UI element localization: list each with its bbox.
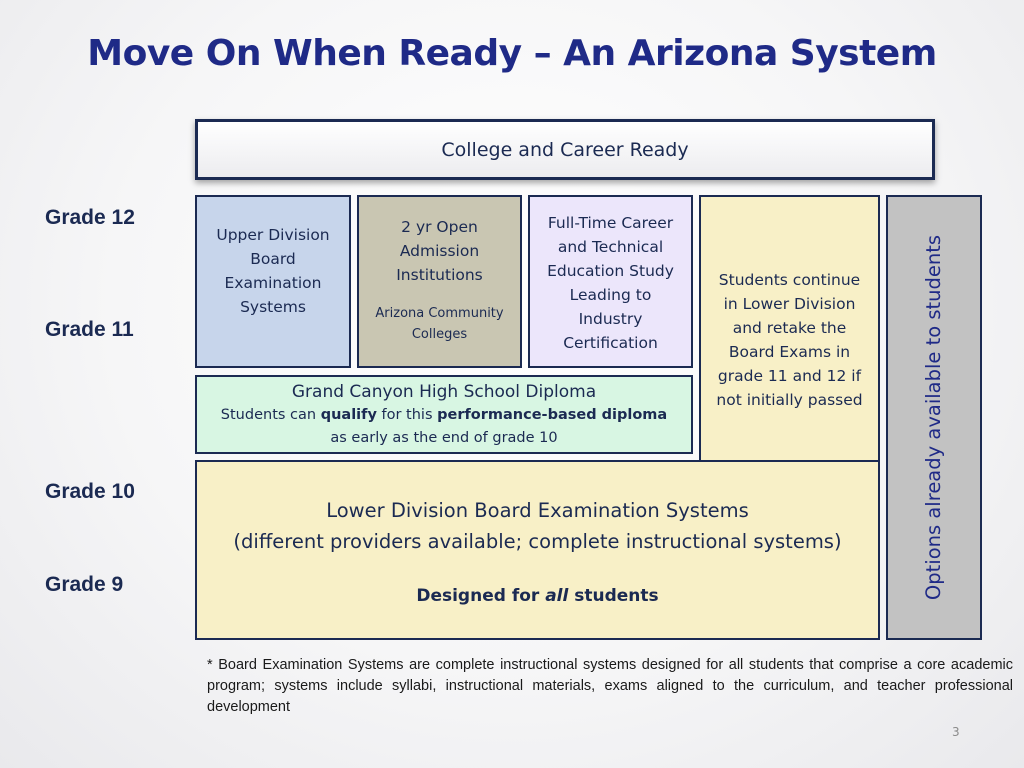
continue-lower-division-box	[699, 195, 880, 463]
grade-11-label: Grade 11	[45, 318, 134, 341]
designed-text: students	[568, 586, 659, 606]
community-colleges-line: Colleges	[411, 327, 468, 342]
upper-division-line: Board	[250, 250, 296, 268]
diploma-text: Students can	[220, 406, 321, 423]
continue-line: grade 11 and 12 if	[717, 367, 862, 385]
career-technical-box	[528, 195, 693, 368]
continue-line: in Lower Division	[723, 295, 856, 313]
lower-division-box	[195, 460, 880, 640]
community-colleges-line: Arizona Community	[375, 306, 504, 321]
grand-canyon-diploma-box	[195, 375, 693, 454]
career-technical-line: Full-Time Career	[547, 214, 674, 232]
continue-line: and retake the	[732, 319, 847, 337]
continue-line: Students continue	[718, 271, 861, 289]
college-career-ready-label: College and Career Ready	[441, 138, 689, 161]
designed-text: Designed for	[416, 586, 546, 606]
continue-line: Board Exams in	[728, 343, 851, 361]
lower-division-line-2: (different providers available; complete instructional systems)	[233, 530, 842, 553]
designed-for-all	[416, 581, 658, 612]
page-number: 3	[952, 725, 960, 739]
open-admission-box	[357, 195, 522, 368]
upper-division-line: Upper Division	[216, 226, 330, 244]
career-technical-line: and Technical	[557, 238, 664, 256]
upper-division-box	[195, 195, 351, 368]
open-admission-line: Admission	[399, 242, 480, 260]
diploma-line-2: as early as the end of grade 10	[330, 429, 558, 446]
open-admission-line: 2 yr Open	[401, 218, 478, 236]
options-available-label: Options already available to students	[922, 234, 946, 601]
grade-9-label: Grade 9	[45, 573, 124, 596]
open-admission-line: Institutions	[396, 266, 483, 284]
diploma-heading: Grand Canyon High School Diploma	[291, 381, 597, 402]
slide-title: Move On When Ready – An Arizona System	[87, 33, 937, 74]
career-technical-line: Certification	[563, 334, 658, 352]
college-career-ready-box	[195, 119, 935, 180]
diploma-qualify: qualify	[320, 406, 377, 423]
career-technical-line: Leading to	[569, 286, 652, 304]
designed-all: all	[545, 586, 569, 606]
upper-division-line: Examination	[224, 274, 322, 292]
grade-12-label: Grade 12	[45, 206, 135, 229]
options-available-box	[886, 195, 982, 640]
career-technical-line: Education Study	[547, 262, 674, 280]
lower-division-line-1: Lower Division Board Examination Systems	[326, 499, 749, 522]
diploma-performance-based: performance-based diploma	[437, 406, 668, 423]
diploma-text: for this	[376, 406, 438, 423]
footnote: * Board Examination Systems are complete instructional systems designed for all students that comprise a core academic program; systems include syllabi, instructional materials, exams aligned to the curriculum, and teacher professional development	[207, 657, 1013, 715]
upper-division-line: Systems	[240, 298, 306, 316]
grade-10-label: Grade 10	[45, 480, 135, 503]
continue-line: not initially passed	[716, 391, 863, 409]
diploma-line-1	[221, 404, 667, 427]
career-technical-line: Industry	[578, 310, 643, 328]
